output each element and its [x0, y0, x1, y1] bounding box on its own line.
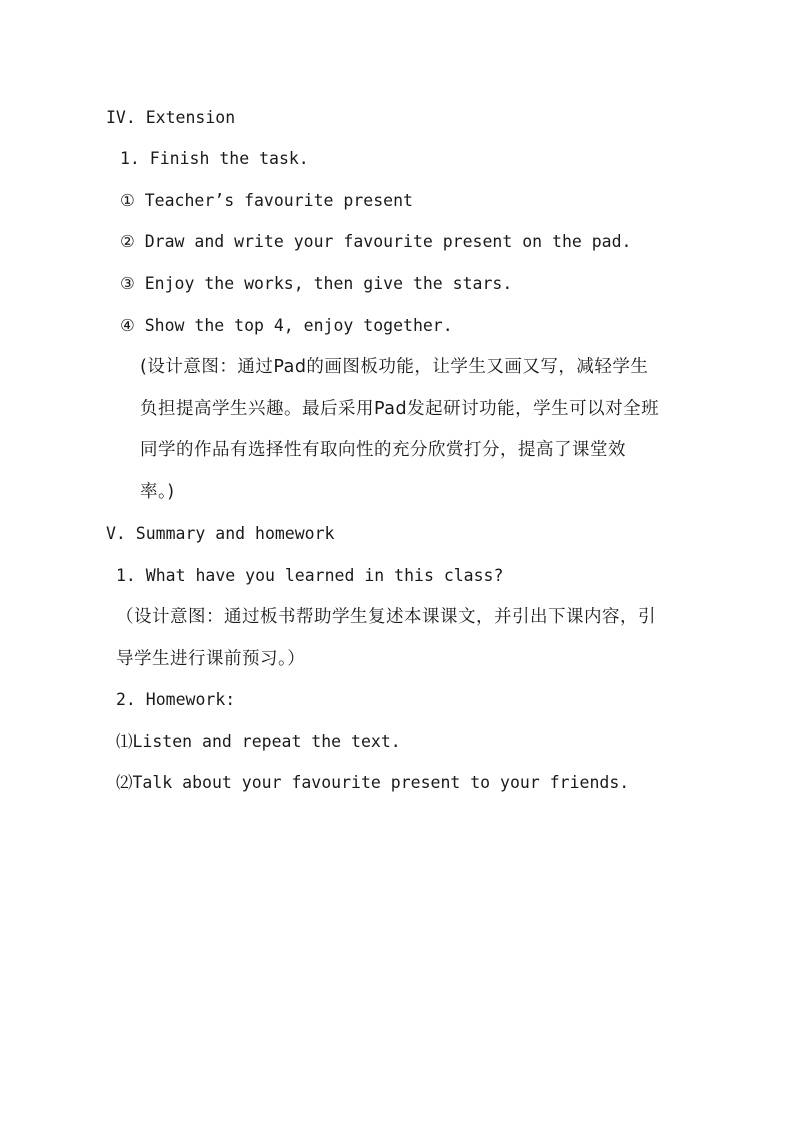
design-note-summary-line-1: （设计意图：通过板书帮助学生复述本课课文，并引出下课内容，引	[116, 607, 656, 627]
task-title: 1. Finish the task.	[120, 149, 309, 168]
homework-item-2: ⑵Talk about your favourite present to your friends.	[116, 773, 630, 792]
design-note-extension-line-3: 同学的作品有选择性有取向性的充分欣赏打分，提高了课堂效	[140, 440, 626, 460]
design-note-extension-line-4: 率。)	[140, 482, 175, 502]
section-heading-extension: IV. Extension	[106, 108, 236, 127]
step-3: ③ Enjoy the works, then give the stars.	[120, 274, 513, 293]
design-note-extension-line-2: 负担提高学生兴趣。最后采用Pad发起研讨功能，学生可以对全班	[140, 399, 660, 419]
homework-title: 2. Homework:	[116, 690, 236, 709]
step-2: ② Draw and write your favourite present on the pad.	[120, 232, 632, 251]
design-note-extension-line-1: (设计意图：通过Pad的画图板功能，让学生又画又写，减轻学生	[140, 357, 649, 377]
section-heading-summary: V. Summary and homework	[106, 524, 335, 543]
homework-item-1: ⑴Listen and repeat the text.	[116, 732, 401, 751]
summary-question: 1. What have you learned in this class?	[116, 566, 504, 585]
step-1: ① Teacher’s favourite present	[120, 191, 413, 210]
step-4: ④ Show the top 4, enjoy together.	[120, 316, 453, 335]
design-note-summary-line-2: 导学生进行课前预习。）	[116, 649, 306, 669]
